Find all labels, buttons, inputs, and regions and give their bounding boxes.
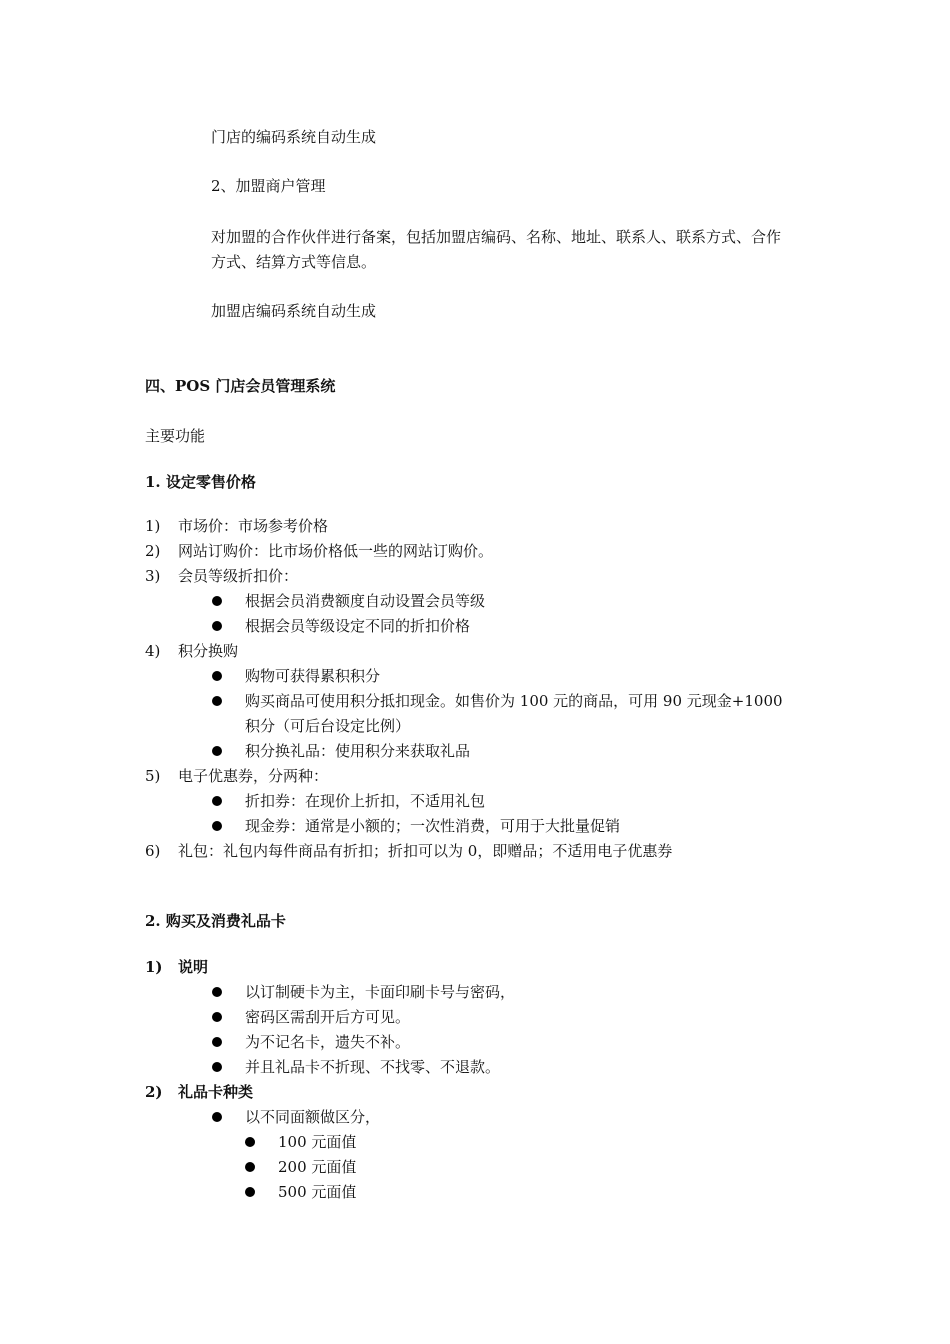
bullet-item: 购物可获得累积积分	[245, 667, 381, 685]
bullet-item: 为不记名卡，遗失不补。	[245, 1033, 411, 1051]
giftcard-heading: 2. 购买及消费礼品卡	[145, 912, 286, 930]
bullet-icon	[212, 596, 222, 606]
bullet-item: 折扣券：在现价上折扣，不适用礼包	[245, 792, 486, 810]
bullet-item: 根据会员等级设定不同的折扣价格	[245, 617, 471, 635]
list-number: 2)	[145, 542, 161, 560]
bullet-icon	[212, 1012, 222, 1022]
bullet-icon	[212, 696, 222, 706]
section-title: 四、POS 门店会员管理系统	[145, 377, 336, 395]
bullet-item: 根据会员消费额度自动设置会员等级	[245, 592, 486, 610]
denomination-item: 200 元面值	[278, 1158, 357, 1176]
denomination-item: 100 元面值	[278, 1133, 357, 1151]
bullet-icon	[212, 821, 222, 831]
franchise-desc-line2: 方式、结算方式等信息。	[211, 253, 377, 271]
bullet-item: 密码区需刮开后方可见。	[245, 1008, 411, 1026]
bullet-icon	[212, 987, 222, 997]
bullet-icon	[212, 746, 222, 756]
list-number: 1)	[145, 958, 163, 976]
list-number: 4)	[145, 642, 161, 660]
franchise-heading: 2、加盟商户管理	[211, 177, 326, 195]
bullet-icon	[212, 1112, 222, 1122]
bullet-icon	[212, 796, 222, 806]
bullet-icon	[245, 1187, 255, 1197]
list-number: 3)	[145, 567, 161, 585]
bullet-icon	[212, 621, 222, 631]
giftcard-desc-label: 说明	[178, 958, 209, 976]
list-item: 积分换购	[178, 642, 239, 660]
list-item: 礼包：礼包内每件商品有折扣；折扣可以为 0，即赠品；不适用电子优惠券	[178, 842, 673, 860]
bullet-item: 购买商品可使用积分抵扣现金。如售价为 100 元的商品，可用 90 元现金+1000	[245, 692, 783, 710]
bullet-item: 以订制硬卡为主，卡面印刷卡号与密码，	[245, 983, 516, 1001]
bullet-icon	[245, 1162, 255, 1172]
franchise-desc-line1: 对加盟的合作伙伴进行备案，包括加盟店编码、名称、地址、联系人、联系方式、合作	[211, 228, 782, 246]
section-subtitle: 主要功能	[145, 427, 206, 445]
list-number: 5)	[145, 767, 161, 785]
list-item: 市场价：市场参考价格	[178, 517, 329, 535]
list-number: 2)	[145, 1083, 163, 1101]
bullet-item-continued: 积分（可后台设定比例）	[245, 717, 411, 735]
giftcard-types-label: 礼品卡种类	[178, 1083, 254, 1101]
franchise-code-note: 加盟店编码系统自动生成	[211, 302, 377, 320]
bullet-icon	[212, 1037, 222, 1047]
denomination-item: 500 元面值	[278, 1183, 357, 1201]
store-code-note: 门店的编码系统自动生成	[211, 128, 377, 146]
list-item: 会员等级折扣价：	[178, 567, 299, 585]
bullet-item: 以不同面额做区分，	[245, 1108, 381, 1126]
bullet-item: 并且礼品卡不折现、不找零、不退款。	[245, 1058, 501, 1076]
list-item: 电子优惠券，分两种：	[178, 767, 329, 785]
bullet-item: 积分换礼品：使用积分来获取礼品	[245, 742, 471, 760]
bullet-icon	[212, 671, 222, 681]
list-number: 1)	[145, 517, 161, 535]
pricing-heading: 1. 设定零售价格	[145, 473, 256, 491]
bullet-item: 现金券：通常是小额的；一次性消费，可用于大批量促销	[245, 817, 621, 835]
list-item: 网站订购价：比市场价格低一些的网站订购价。	[178, 542, 494, 560]
list-number: 6)	[145, 842, 161, 860]
bullet-icon	[245, 1137, 255, 1147]
bullet-icon	[212, 1062, 222, 1072]
